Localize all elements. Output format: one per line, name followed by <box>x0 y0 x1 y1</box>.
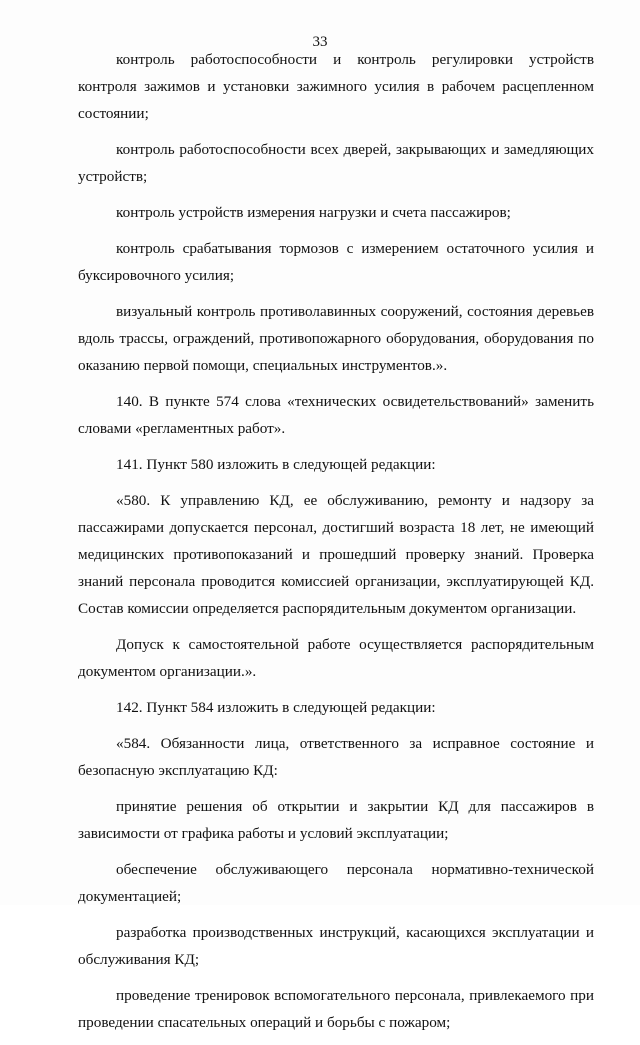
paragraph: проведение тренировок вспомогательного персонала, привлекаемого при проведении спасательных операций и борьбы с пожаром; <box>78 987 594 1031</box>
paragraph: контроль работоспособности и контроль регулировки устройств контроля зажимов и установки зажимного усилия в рабочем расцепленном состоянии; <box>78 51 594 122</box>
paragraph: контроль устройств измерения нагрузки и счета пассажиров; <box>116 204 511 221</box>
document-body <box>78 46 594 1045</box>
paragraph: Допуск к самостоятельной работе осуществляется распорядительным документом организации.». <box>78 636 594 680</box>
paragraph: контроль срабатывания тормозов с измерением остаточного усилия и буксировочного усилия; <box>78 240 594 284</box>
paragraph: «580. К управлению КД, ее обслуживанию, ремонту и надзору за пассажирами допускается персонал, достигший возраста 18 лет, не имеющий медицинских противопоказаний и прошедший проверку знаний. Проверка знаний персонала проводится комиссией организации, эксплуатирующей КД. Состав комиссии определяется распорядительным документом организации. <box>78 492 594 617</box>
paragraph: обеспечение обслуживающего персонала нормативно-технической документацией; <box>78 861 594 905</box>
paragraph: 142. Пункт 584 изложить в следующей редакции: <box>116 699 436 716</box>
paragraph: контроль работоспособности всех дверей, закрывающих и замедляющих устройств; <box>78 141 594 185</box>
paragraph: разработка производственных инструкций, касающихся эксплуатации и обслуживания КД; <box>78 924 594 968</box>
paragraph: визуальный контроль противолавинных сооружений, состояния деревьев вдоль трассы, ограждений, противопожарного оборудования, оборудования по оказанию первой помощи, специальных инструментов.». <box>78 303 594 374</box>
paragraph: 140. В пункте 574 слова «технических освидетельствований» заменить словами «регламентных работ». <box>78 393 594 437</box>
paragraph: 141. Пункт 580 изложить в следующей редакции: <box>116 456 436 473</box>
paragraph: принятие решения об открытии и закрытии КД для пассажиров в зависимости от графика работы и условий эксплуатации; <box>78 798 594 842</box>
paragraph: «584. Обязанности лица, ответственного за исправное состояние и безопасную эксплуатацию КД: <box>78 735 594 779</box>
page-number: 33 <box>312 34 328 50</box>
